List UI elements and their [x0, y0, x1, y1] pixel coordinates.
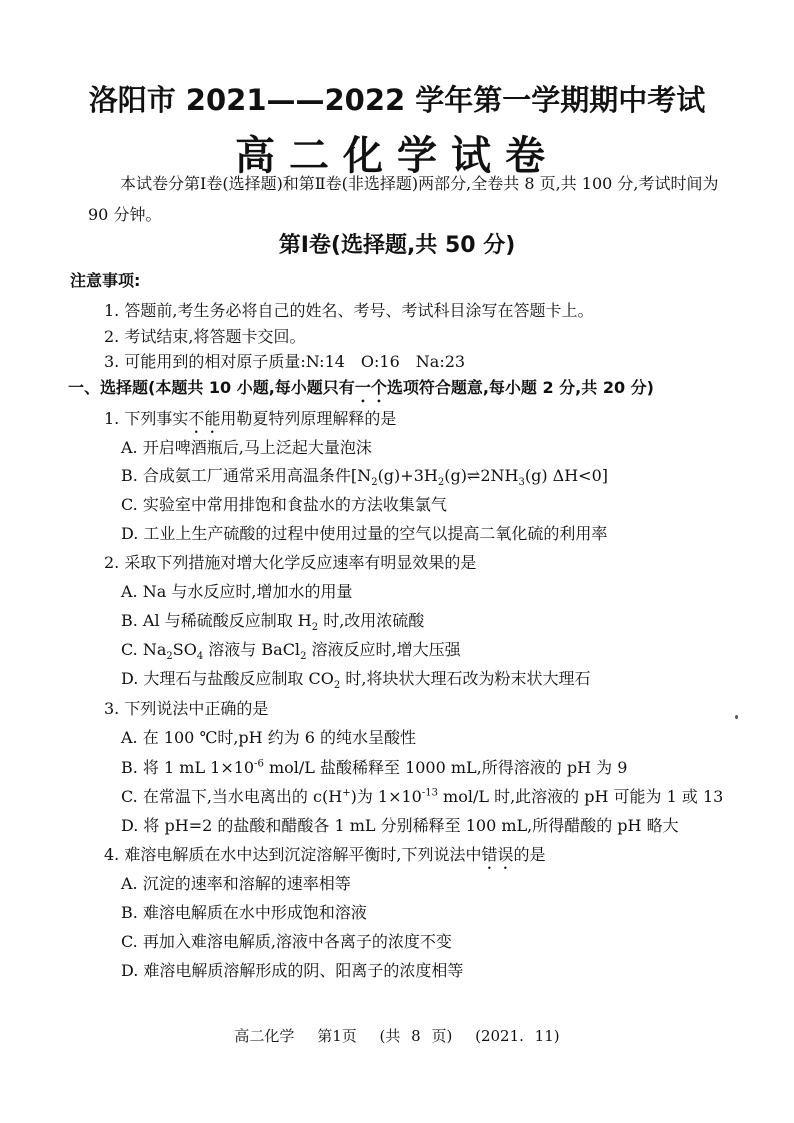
exam-title: 洛阳市 2021——2022 学年第一学期期中考试 [88, 83, 706, 117]
page-footer [0, 1025, 794, 1046]
part1-heading-emph: 一个 [354, 378, 387, 397]
notes-heading: 注意事项: [70, 271, 141, 290]
q3-c-mid: )为 1×10 [350, 787, 422, 806]
q2-option-d [121, 669, 591, 692]
q4-stem-post: 的是 [513, 845, 546, 864]
q3-option-d: D. 将 pH=2 的盐酸和醋酸各 1 mL 分别稀释至 100 mL,所得醋酸的 pH 略大 [121, 816, 679, 835]
q4-stem-pre: 4. 难溶电解质在水中达到沉淀溶解平衡时,下列说法中 [104, 845, 482, 864]
question-2-stem: 2. 采取下列措施对增大化学反应速率有明显效果的是 [104, 553, 477, 572]
subscript: 2 [371, 477, 378, 489]
q2-c-mid1: SO [172, 640, 197, 659]
q1-b-pre: B. 合成氨工厂通常采用高温条件[N [121, 466, 372, 485]
section-title: 第Ⅰ卷(选择题,共 50 分) [278, 233, 516, 258]
superscript: -6 [254, 758, 264, 770]
q3-b-pre: B. 将 1 mL 1×10 [121, 758, 255, 777]
superscript: + [342, 787, 351, 799]
question-4-stem [104, 845, 545, 873]
q4-stem-emph: 错误 [481, 845, 514, 864]
subscript: 2 [311, 622, 319, 634]
q2-d-pre: D. 大理石与盐酸反应制取 CO [121, 669, 334, 688]
footer-page: 第1页 [317, 1027, 357, 1045]
note-item: 1. 答题前,考生务必将自己的姓名、考号、考试科目涂写在答题卡上。 [104, 301, 594, 320]
q1-b-mid1: (g)+3H [377, 466, 438, 485]
superscript: -13 [421, 787, 438, 799]
part1-heading-pre: 一、选择题(本题共 10 小题,每小题只有 [68, 378, 355, 397]
q3-b-post: mol/L 盐酸稀释至 1000 mL,所得溶液的 pH 为 9 [263, 758, 628, 777]
q1-option-a: A. 开启啤酒瓶后,马上泛起大量泡沫 [121, 438, 372, 457]
footer-total: (共 8 页) [379, 1027, 453, 1045]
footer-date: (2021. 11) [475, 1027, 560, 1045]
exam-subject-title: 高二化学试卷 [235, 133, 559, 179]
subscript: 3 [518, 477, 525, 489]
q2-c-pre: C. Na [121, 640, 167, 659]
q1-b-mid2: (g)⇌2NH [444, 466, 519, 485]
question-1-stem [104, 409, 396, 437]
q1-option-d: D. 工业上生产硫酸的过程中使用过量的空气以提高二氧化硫的利用率 [121, 524, 608, 543]
note-item: 3. 可能用到的相对原子质量:N:14 O:16 Na:23 [104, 352, 466, 371]
q1-option-b [121, 466, 608, 489]
q4-option-b: B. 难溶电解质在水中形成饱和溶液 [121, 903, 367, 922]
subscript: 2 [437, 477, 445, 489]
note-item: 2. 考试结束,将答题卡交回。 [104, 327, 306, 346]
footer-subject: 高二化学 [234, 1027, 295, 1045]
subscript: 2 [166, 651, 173, 663]
q4-option-a: A. 沉淀的速率和溶解的速率相等 [121, 874, 351, 893]
subscript: 4 [196, 651, 204, 663]
q4-option-c: C. 再加入难溶电解质,溶液中各离子的浓度不变 [121, 932, 452, 951]
q2-b-post: 时,改用浓硫酸 [318, 611, 425, 630]
subscript: 2 [333, 680, 341, 692]
q1-stem-post: 用勒夏特列原理解释的是 [220, 409, 397, 428]
subscript: 2 [300, 651, 307, 663]
question-3-stem: 3. 下列说法中正确的是 [104, 699, 269, 718]
q2-option-c [121, 640, 461, 663]
q2-option-a: A. Na 与水反应时,增加水的用量 [121, 582, 353, 601]
q3-c-post: mol/L 时,此溶液的 pH 可能为 1 或 13 [437, 787, 724, 806]
q2-c-mid2: 溶液与 BaCl [203, 640, 301, 659]
q2-d-post: 时,将块状大理石改为粉末状大理石 [340, 669, 591, 688]
q1-stem-emph: 不能 [188, 409, 221, 428]
q2-option-b [121, 611, 425, 634]
q1-b-post: (g) ΔH<0] [524, 466, 608, 485]
part1-heading [68, 378, 654, 406]
q3-option-b [121, 758, 627, 778]
q1-option-c: C. 实验室中常用排饱和食盐水的方法收集氯气 [121, 495, 447, 514]
q3-option-a: A. 在 100 ℃时,pH 约为 6 的纯水呈酸性 [121, 728, 417, 747]
q3-c-pre: C. 在常温下,当水电离出的 c(H [121, 787, 343, 806]
part1-heading-post: 选项符合题意,每小题 2 分,共 20 分) [386, 378, 654, 397]
scan-speck [735, 715, 738, 719]
q4-option-d: D. 难溶电解质溶解形成的阴、阳离子的浓度相等 [121, 961, 464, 980]
q2-b-pre: B. Al 与稀硫酸反应制取 H [121, 611, 312, 630]
q3-option-c [121, 787, 723, 807]
q2-c-post: 溶液反应时,增大压强 [306, 640, 461, 659]
q1-stem-pre: 1. 下列事实 [104, 409, 189, 428]
exam-intro: 本试卷分第Ⅰ卷(选择题)和第Ⅱ卷(非选择题)两部分,全卷共 8 页,共 100 分,考试时间为 90 分钟。 [88, 174, 719, 224]
